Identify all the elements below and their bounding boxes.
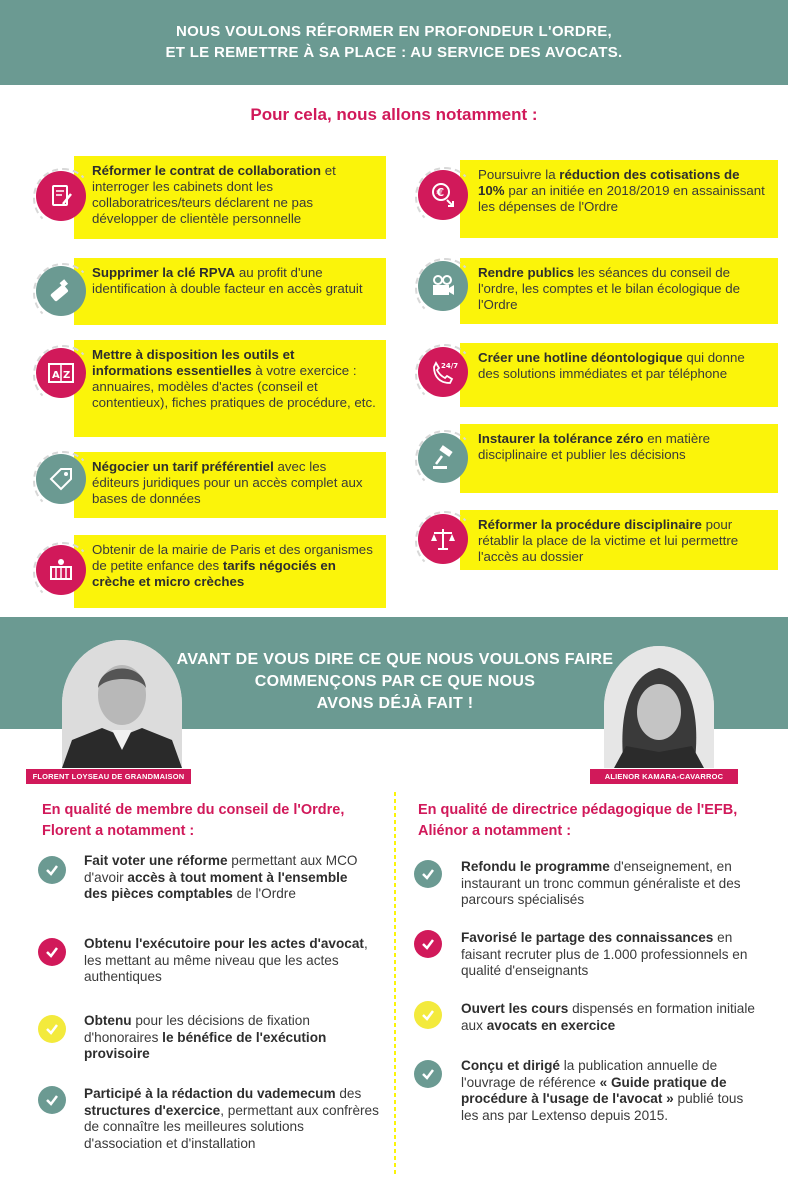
left-achievement-2: Obtenu l'exécutoire pour les actes d'avocat, les mettant au même niveau que les actes authentiques — [84, 936, 368, 984]
action-box: Réformer la procédure disciplinaire pour rétablir la place de la victime et lui permettre l'accès au dossier — [460, 510, 778, 570]
svg-text:€: € — [436, 186, 445, 199]
action-box: Obtenir de la mairie de Paris et des organismes de petite enfance des tarifs négociés en crèche et micro crèches — [74, 535, 386, 608]
check-icon — [38, 938, 66, 966]
portrait-florent — [62, 640, 182, 768]
check-icon — [414, 930, 442, 958]
action-box: Supprimer la clé RPVA au profit d'une identification à double facteur en accès gratuit — [74, 258, 386, 325]
gavel-icon — [418, 433, 468, 483]
check-icon — [38, 1086, 66, 1114]
name-tag-florent: FLORENT LOYSEAU DE GRANDMAISON — [26, 769, 191, 784]
document-pen-icon — [36, 171, 86, 221]
check-icon — [414, 1060, 442, 1088]
top-banner-line1: NOUS VOULONS RÉFORMER EN PROFONDEUR L'ORDRE, — [176, 23, 612, 40]
camera-icon — [418, 261, 468, 311]
crib-icon — [36, 545, 86, 595]
left-achievement-4: Participé à la rédaction du vademecum des structures d'exercice, permettant aux confrères de connaître les meilleures solutions d'association et d'installation — [84, 1086, 379, 1151]
action-box: Réformer le contrat de collaboration et interroger les cabinets dont les collaboratrices/teurs déclarent ne pas développer de clientèle personnelle — [74, 156, 386, 239]
left-achievement-1: Fait voter une réforme permettant aux MCO d'avoir accès à tout moment à l'ensemble des pièces comptables de l'Ordre — [84, 853, 358, 901]
dictionary-az-icon — [36, 348, 86, 398]
check-icon — [414, 1001, 442, 1029]
svg-text:A: A — [52, 370, 60, 381]
portrait-alienor — [604, 646, 714, 768]
euro-down-icon — [418, 170, 468, 220]
right-column-heading: En qualité de directrice pédagogique de l'EFB, Aliénor a notamment : — [418, 802, 738, 839]
svg-text:Z: Z — [63, 370, 71, 381]
top-banner-line2: ET LE REMETTRE À SA PLACE : AU SERVICE DES AVOCATS. — [165, 44, 623, 61]
action-box: Mettre à disposition les outils et informations essentielles à votre exercice : annuaires, modèles d'actes (conseil et contentieux), fiches pratiques de procédure, etc. — [74, 340, 386, 437]
right-achievement-3: Ouvert les cours dispensés en formation initiale aux avocats en exercice — [461, 1001, 755, 1033]
column-divider — [394, 792, 396, 1174]
usb-key-icon — [36, 266, 86, 316]
action-box: Rendre publics les séances du conseil de l'ordre, les comptes et le bilan écologique de l'Ordre — [460, 258, 778, 324]
mid-banner-text: AVANT DE VOUS DIRE CE QUE NOUS VOULONS FAIRE COMMENÇONS PAR CE QUE NOUS AVONS DÉJÀ FAIT ! — [176, 651, 614, 712]
top-banner — [0, 0, 788, 85]
right-achievement-2: Favorisé le partage des connaissances en faisant recruter plus de 1.000 professionnels en qualité d'enseignants — [461, 930, 748, 978]
check-icon — [38, 1015, 66, 1043]
check-icon — [38, 856, 66, 884]
name-tag-alienor: ALIENOR KAMARA-CAVARROC — [590, 769, 738, 784]
scales-icon — [418, 514, 468, 564]
check-icon — [414, 860, 442, 888]
price-tag-icon — [36, 454, 86, 504]
right-achievement-1: Refondu le programme d'enseignement, en instaurant un tronc commun généraliste et des parcours spécialisés — [461, 859, 741, 907]
right-achievement-4: Conçu et dirigé la publication annuelle de l'ouvrage de référence « Guide pratique de procédure à l'usage de l'avocat » publié tous les ans par Lextenso depuis 2015. — [461, 1058, 744, 1123]
action-box: Poursuivre la réduction des cotisations de 10% par an initiée en 2018/2019 en assainissant les dépenses de l'Ordre — [460, 160, 778, 238]
left-column-heading: En qualité de membre du conseil de l'Ordre, Florent a notamment : — [42, 802, 345, 839]
left-achievement-3: Obtenu pour les décisions de fixation d'honoraires le bénéfice de l'exécution provisoire — [84, 1013, 327, 1061]
action-box: Instaurer la tolérance zéro en matière disciplinaire et publier les décisions — [460, 424, 778, 493]
section-subtitle: Pour cela, nous allons notamment : — [250, 105, 538, 124]
phone-24-7-icon — [418, 347, 468, 397]
svg-text:24/7: 24/7 — [441, 362, 458, 370]
action-box: Négocier un tarif préférentiel avec les éditeurs juridiques pour un accès complet aux bases de données — [74, 452, 386, 518]
action-box: Créer une hotline déontologique qui donne des solutions immédiates et par téléphone — [460, 343, 778, 407]
